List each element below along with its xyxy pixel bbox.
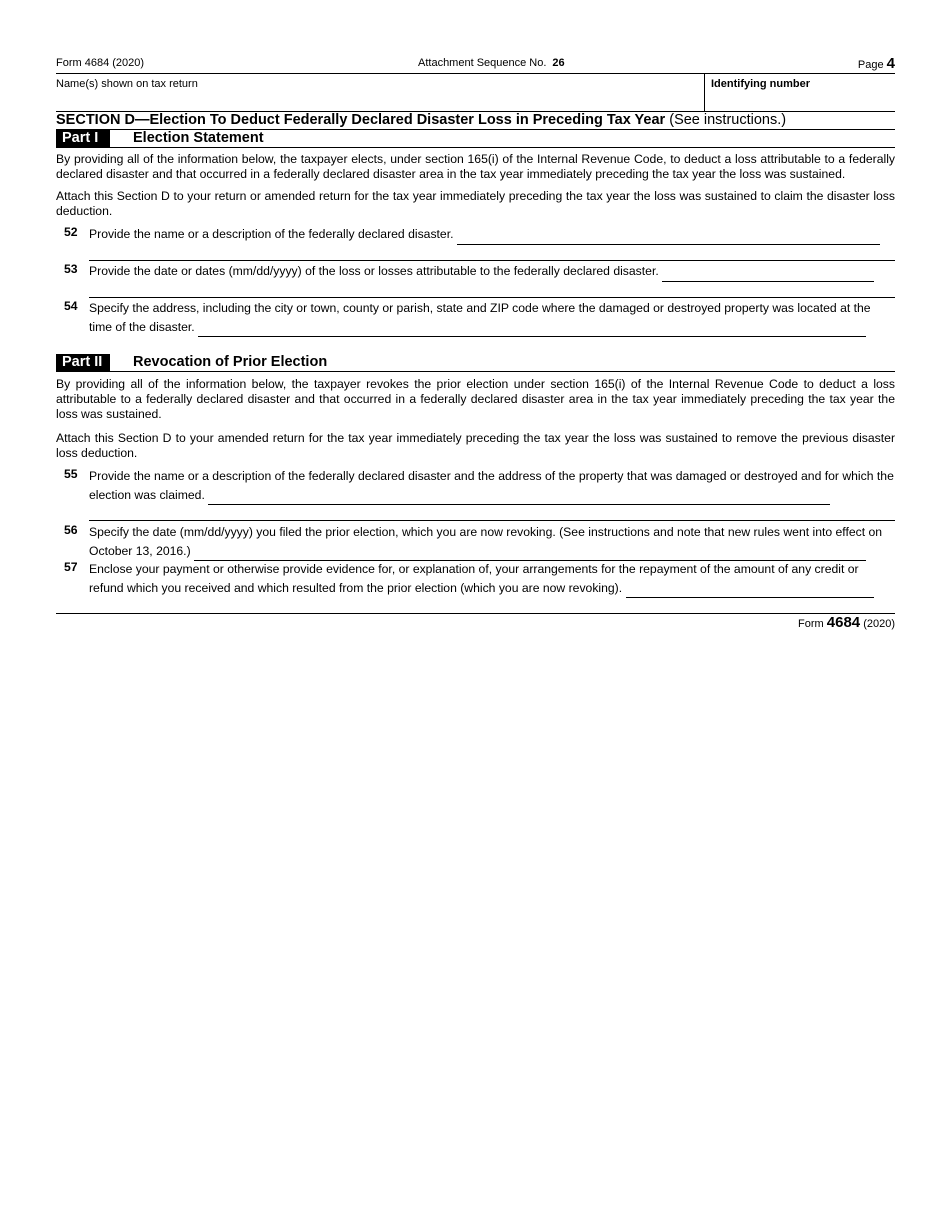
line-text: Specify the address, including the city or town, county or parish, state and ZIP code where the damaged or destroyed property was located at the time of the disaster. <box>89 301 871 334</box>
part-1-tag: Part I <box>56 130 110 147</box>
line-54-input[interactable] <box>198 318 866 338</box>
attachment-number: 26 <box>552 57 565 69</box>
name-field[interactable]: Name(s) shown on tax return <box>56 78 198 90</box>
line-text: Specify the date (mm/dd/yyyy) you filed the prior election, which you are now revoking. (See instructions and note that new rules went into effect on October 13, 2016.) <box>89 525 883 558</box>
part-2-title: Revocation of Prior Election <box>133 354 328 370</box>
part-2-para-2: Attach this Section D to your amended return for the tax year immediately preceding the tax year the loss was sustained to remove the previous disaster loss deduction. <box>56 431 895 460</box>
footer-form-word: Form <box>798 618 824 630</box>
part-1-para-1: By providing all of the information below, the taxpayer elects, under section 165(i) of the Internal Revenue Code, to deduct a loss attributable to a federally declared disaster and that occurred in a federally declared disaster area in the tax year immediately preceding the tax year the loss was sustained. <box>56 152 895 181</box>
line-text: Enclose your payment or otherwise provide evidence for, or explanation of, your arrangements for the repayment of the amount of any credit or refund which you received and which resulted from the prior election (which you are now revoking). <box>89 562 859 595</box>
name-row <box>56 73 895 112</box>
page-footer <box>798 614 895 631</box>
footer-form-number: 4684 <box>826 614 861 631</box>
line-52-input[interactable] <box>457 225 880 245</box>
line-number: 54 <box>64 299 78 313</box>
page-value: 4 <box>886 55 895 72</box>
attachment-label: Attachment Sequence No. <box>418 57 547 69</box>
line-number: 57 <box>64 560 78 574</box>
part-1-title: Election Statement <box>133 130 264 146</box>
line-text: Provide the date or dates (mm/dd/yyyy) of the loss or losses attributable to the federally declared disaster. <box>89 264 659 278</box>
line-number: 52 <box>64 225 78 239</box>
section-note: (See instructions.) <box>669 112 787 128</box>
line-55-input-extra[interactable] <box>89 520 895 521</box>
line-52-input-extra[interactable] <box>89 260 895 261</box>
attachment-sequence <box>418 57 565 69</box>
line-56-input[interactable] <box>194 542 866 562</box>
line-text: Provide the name or a description of the federally declared disaster. <box>89 227 454 241</box>
part-1-header <box>56 130 895 148</box>
line-53-input[interactable] <box>662 262 874 282</box>
line-text: Provide the name or a description of the federally declared disaster and the address of the property that was damaged or destroyed and for which the election was claimed. <box>89 469 894 502</box>
line-55-input[interactable] <box>208 486 830 506</box>
line-number: 53 <box>64 262 78 276</box>
identifying-number-label: Identifying number <box>711 78 810 90</box>
form-label: Form 4684 (2020) <box>56 57 145 69</box>
page-header <box>56 55 895 71</box>
line-number: 56 <box>64 523 78 537</box>
part-1-para-2: Attach this Section D to your return or amended return for the tax year immediately preceding the tax year the loss was sustained to claim the disaster loss deduction. <box>56 189 895 218</box>
part-2-header <box>56 354 895 372</box>
bottom-divider <box>56 613 895 614</box>
identifying-number-field[interactable] <box>704 74 895 111</box>
line-57-input[interactable] <box>626 579 874 599</box>
part-2-tag: Part II <box>56 354 110 371</box>
line-number: 55 <box>64 467 78 481</box>
part-2-para-1: By providing all of the information below, the taxpayer revokes the prior election under section 165(i) of the Internal Revenue Code to deduct a loss attributable to a federally declared disaster and that occurred in a federally declared disaster area in the tax year immediately preceding the tax year the loss was sustained. <box>56 377 895 421</box>
page-number <box>858 55 895 72</box>
line-53-input-extra[interactable] <box>89 297 895 298</box>
section-title-text: SECTION D—Election To Deduct Federally Declared Disaster Loss in Preceding Tax Year <box>56 112 666 128</box>
page-label: Page <box>857 59 884 71</box>
footer-year: (2020) <box>863 618 895 630</box>
section-d-title <box>56 112 895 130</box>
